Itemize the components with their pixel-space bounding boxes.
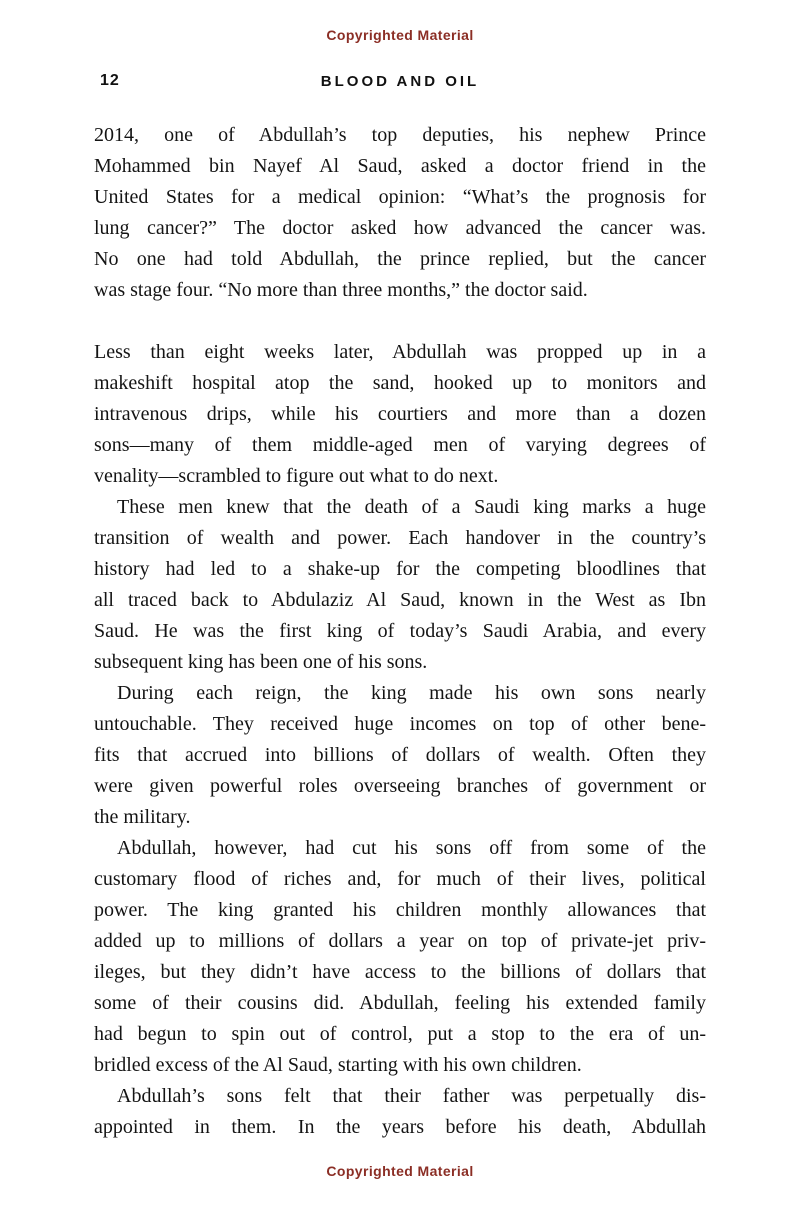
text-line: Mohammed bin Nayef Al Saud, asked a doctor friend in the [94,155,706,177]
book-title: BLOOD AND OIL [320,73,480,90]
text-line: were given powerful roles overseeing branches of government or [94,775,706,797]
text-line: some of their cousins did. Abdullah, feeling his extended family [94,992,706,1014]
text-line: power. The king granted his children monthly allowances that [94,899,706,921]
text-line: Abdullah’s sons felt that their father was perpetually dis- [117,1085,706,1107]
paragraph [94,833,706,1081]
text-line: untouchable. They received huge incomes on top of other bene- [94,713,706,735]
text-line: all traced back to Abdulaziz Al Saud, known in the West as Ibn [94,589,706,611]
text-line: intravenous drips, while his courtiers and more than a dozen [94,403,706,425]
text-line: These men knew that the death of a Saudi king marks a huge [117,496,706,518]
text-line: appointed in them. In the years before his death, Abdullah [94,1116,706,1138]
text-line: subsequent king has been one of his sons. [94,651,428,673]
text-line: transition of wealth and power. Each handover in the country’s [94,527,706,549]
text-line: Saud. He was the first king of today’s Saudi Arabia, and every [94,620,706,642]
text-line: 2014, one of Abdullah’s top deputies, his nephew Prince [94,124,706,146]
text-line: ileges, but they didn’t have access to the billions of dollars that [94,961,706,983]
text-line: venality—scrambled to figure out what to do next. [94,465,499,487]
text-line: had begun to spin out of control, put a stop to the era of un- [94,1023,706,1045]
paragraph [94,492,706,678]
paragraph [94,120,706,306]
text-block [94,120,706,1143]
text-line: added up to millions of dollars a year on top of private-jet priv- [94,930,706,952]
text-line: was stage four. “No more than three months,” the doctor said. [94,279,588,301]
text-line: customary flood of riches and, for much of their lives, political [94,868,706,890]
paragraph [94,337,706,492]
text-line: No one had told Abdullah, the prince replied, but the cancer [94,248,706,270]
text-line: fits that accrued into billions of dollars of wealth. Often they [94,744,706,766]
text-line: lung cancer?” The doctor asked how advanced the cancer was. [94,217,706,239]
running-header [94,72,706,92]
text-line: United States for a medical opinion: “What’s the prognosis for [94,186,706,208]
text-line: bridled excess of the Al Saud, starting with his own children. [94,1054,582,1076]
text-line: sons—many of them middle-aged men of varying degrees of [94,434,706,456]
text-line: makeshift hospital atop the sand, hooked up to monitors and [94,372,706,394]
paragraph [94,678,706,833]
copyright-notice-top: Copyrighted Material [326,27,474,43]
copyright-notice-bottom: Copyrighted Material [326,1163,474,1179]
text-line: Abdullah, however, had cut his sons off from some of the [117,837,706,859]
text-line: Less than eight weeks later, Abdullah was propped up in a [94,341,706,363]
paragraph [94,1081,706,1143]
text-line: the military. [94,806,191,828]
page-number: 12 [100,72,120,89]
text-line: During each reign, the king made his own sons nearly [117,682,706,704]
text-line: history had led to a shake-up for the competing bloodlines that [94,558,706,580]
